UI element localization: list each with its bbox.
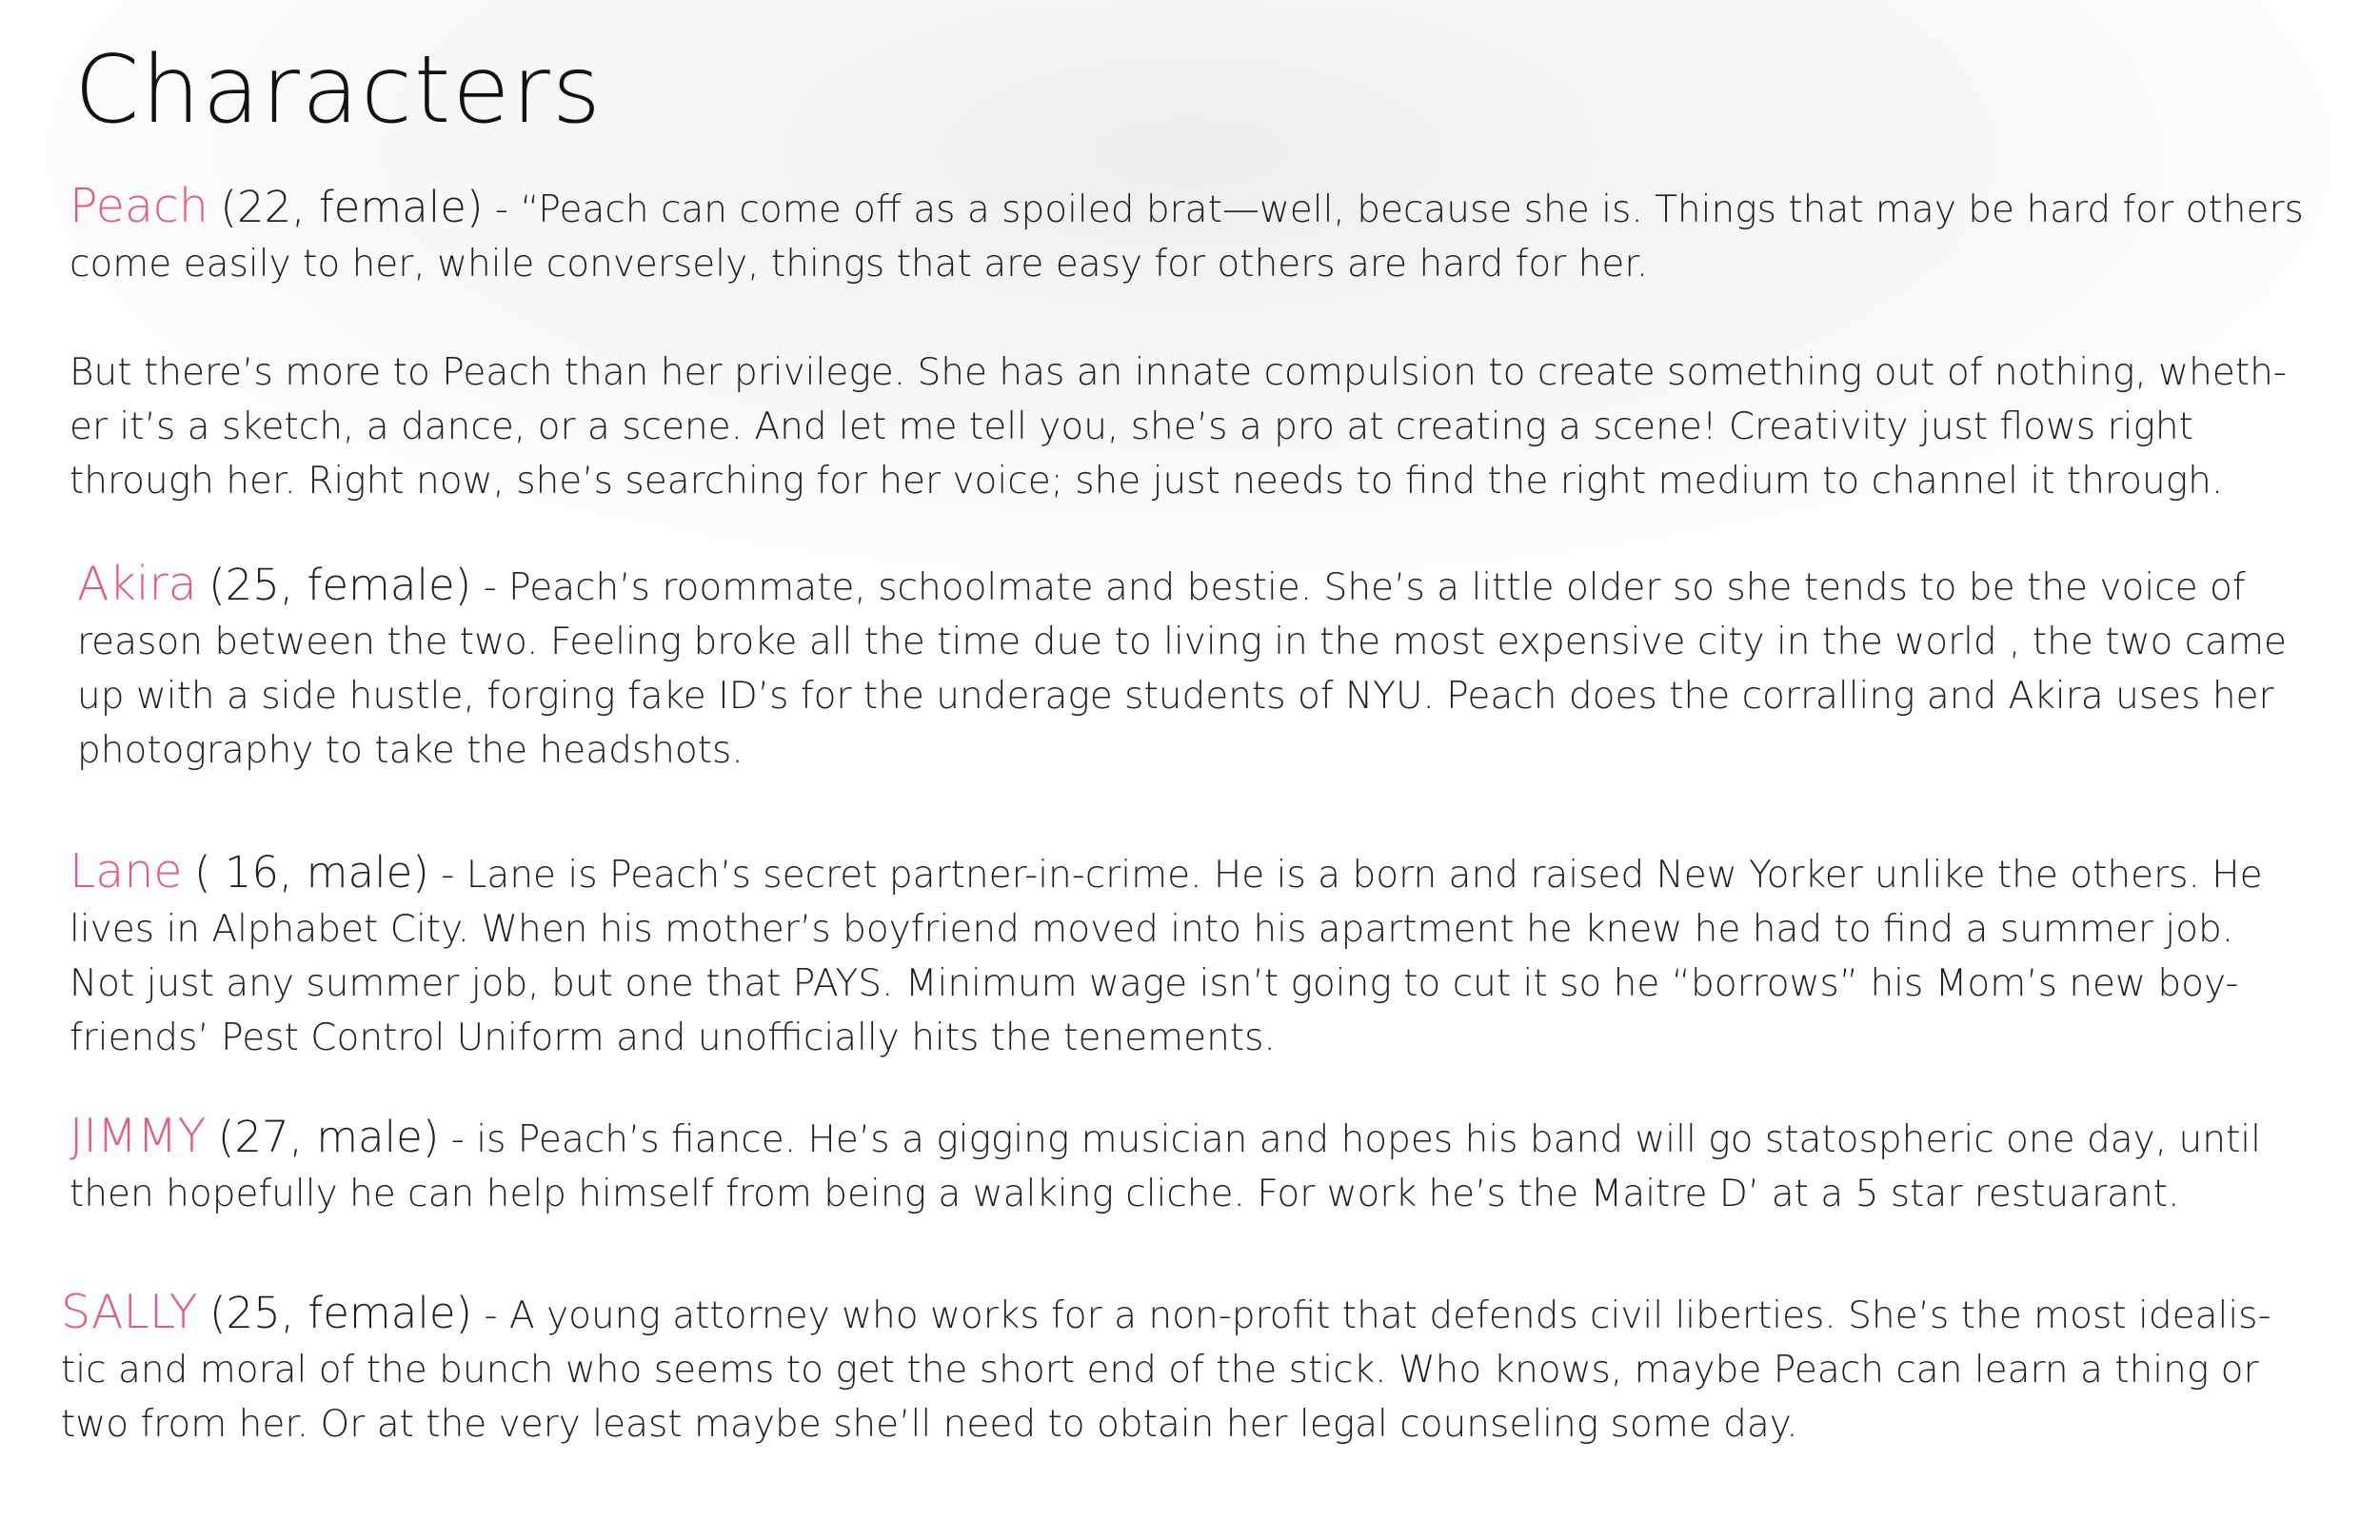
peach-text-line: - “Peach can come off as a spoiled brat—well, because she is. Things that may be hard for others [483,188,2304,231]
lane-text-line: Not just any summer job, but one that PAYS. Minimum wage isn’t going to cut it so he “borrows” his Mom’s new boy- [69,962,2239,1005]
peach-text-line: er it’s a sketch, a dance, or a scene. And let me tell you, she’s a pro at creating a scene! Creativity just flows right [69,405,2193,448]
character-entry-akira [77,557,2287,778]
character-entry-sally [61,1285,2271,1451]
akira-text-line: reason between the two. Feeling broke all the time due to living in the most expensive city in the world , the two came [77,621,2288,663]
character-entry-peach [69,179,2304,508]
peach-text-line: through her. Right now, she’s searching for her voice; she just needs to find the right medium to channel it through. [69,460,2224,503]
character-entry-jimmy [69,1109,2261,1221]
peach-meta: (22, female) [220,182,484,232]
lane-text-line: - Lane is Peach’s secret partner-in-crime. He is a born and raised New Yorker unlike the others. He [428,854,2263,897]
peach-description-line-1 [69,179,2304,237]
akira-text-line: - Peach’s roommate, schoolmate and bestie. She’s a little older so she tends to be the voice of [471,566,2246,609]
akira-meta: (25, female) [208,560,472,610]
akira-text-line: photography to take the headshots. [77,729,744,772]
jimmy-meta: (27, male) [217,1112,440,1162]
peach-paragraph-gap [69,291,2304,346]
lane-meta: ( 16, male) [193,847,429,898]
lane-name: Lane [69,844,183,898]
jimmy-text-line: - is Peach’s fiance. He’s a gigging musician and hopes his band will go statospheric one day, until [439,1118,2261,1161]
jimmy-text-line: then hopefully he can help himself from being a walking cliche. For work he’s the Maitre D’ at a 5 star restuarant. [69,1173,2180,1215]
sally-name: SALLY [61,1285,198,1339]
peach-text-line: But there’s more to Peach than her privilege. She has an innate compulsion to create something out of nothing, wheth- [69,351,2287,394]
sally-text-line: two from her. Or at the very least maybe she’ll need to obtain her legal counseling some day. [61,1403,1798,1446]
akira-description-line-1 [77,557,2287,615]
page-title: Characters [74,36,603,145]
lane-text-line: friends’ Pest Control Uniform and unofficially hits the tenements. [69,1017,1276,1059]
lane-text-line: lives in Alphabet City. When his mother’s boyfriend moved into his apartment he knew he had to find a summer job. [69,908,2234,951]
akira-text-line: up with a side hustle, forging fake ID’s for the underage students of NYU. Peach does the corralling and Akira uses her [77,675,2274,718]
jimmy-description-line-1 [69,1109,2261,1167]
sally-text-line: tic and moral of the bunch who seems to get the short end of the stick. Who knows, maybe Peach can learn a thing or [61,1349,2259,1392]
sally-text-line: - A young attorney who works for a non-profit that defends civil liberties. She’s the most idealis- [472,1294,2271,1337]
sally-description-line-1 [61,1285,2271,1343]
sally-meta: (25, female) [208,1288,473,1338]
lane-description-line-1 [69,844,2263,902]
akira-name: Akira [77,557,197,611]
peach-name: Peach [69,179,208,233]
character-entry-lane [69,844,2263,1065]
peach-text-line: come easily to her, while conversely, things that are easy for others are hard for her. [69,243,1649,286]
jimmy-name: JIMMY [69,1109,207,1163]
